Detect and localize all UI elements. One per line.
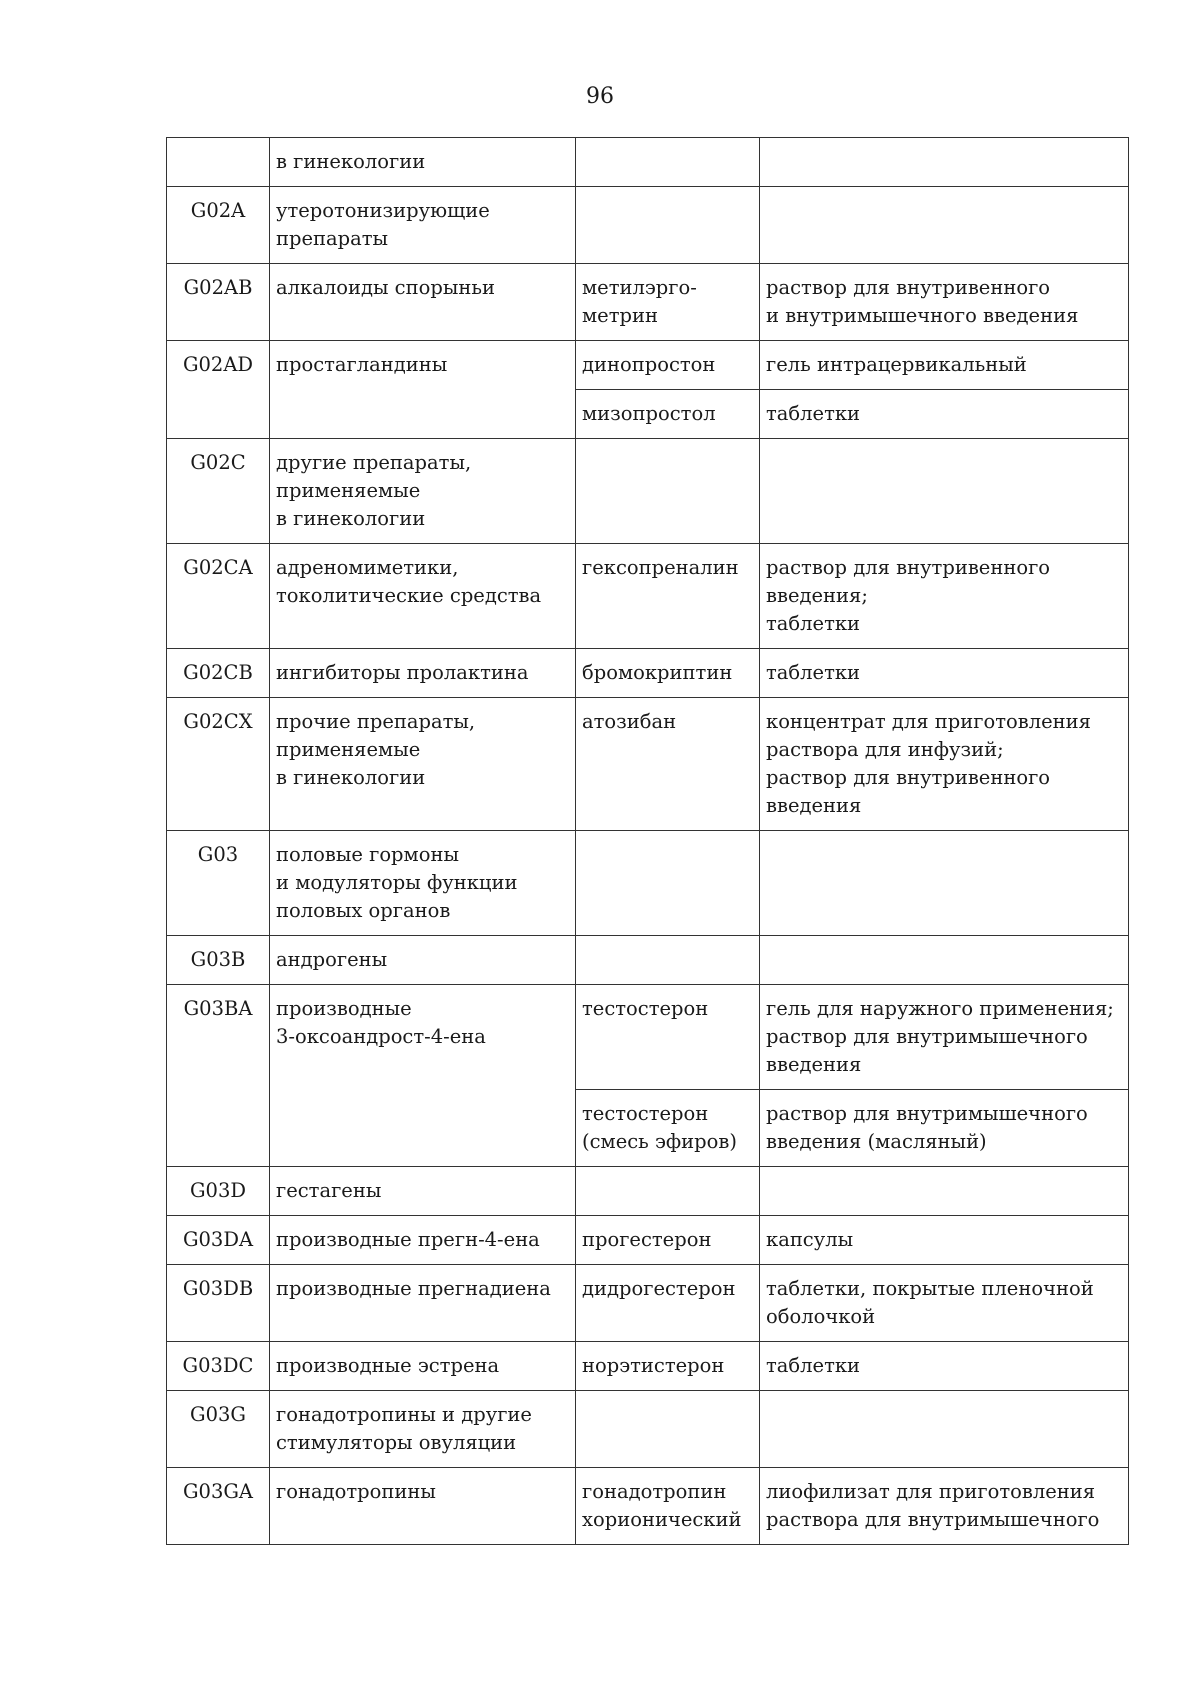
drug-name-cell: атозибан [576,698,760,831]
table-row [167,1391,1129,1468]
atc-code-cell: G02CX [167,698,270,831]
page-number: 96 [586,84,614,109]
atc-code-cell: G03GA [167,1468,270,1545]
drug-name-cell: тестостерон (смесь эфиров) [576,1090,760,1167]
dosage-form-cell [760,1167,1129,1216]
anatomical-group-cell: гонадотропины [270,1468,576,1545]
anatomical-group-cell: половые гормоны и модуляторы функции половых органов [270,831,576,936]
atc-code-cell: G03BA [167,985,270,1167]
atc-code-cell: G02A [167,187,270,264]
table-row [167,936,1129,985]
dosage-form-cell [760,138,1129,187]
table-row [167,1167,1129,1216]
drug-name-cell: гонадотропин хорионический [576,1468,760,1545]
drug-name-cell [576,936,760,985]
dosage-form-cell: раствор для внутривенного введения; таблетки [760,544,1129,649]
dosage-form-cell [760,187,1129,264]
atc-code-cell: G03G [167,1391,270,1468]
anatomical-group-cell: производные прегнадиена [270,1265,576,1342]
atc-code-cell: G02CB [167,649,270,698]
atc-code-cell: G03DA [167,1216,270,1265]
drug-name-cell [576,187,760,264]
dosage-form-cell [760,439,1129,544]
anatomical-group-cell: производные эстрена [270,1342,576,1391]
anatomical-group-cell: гонадотропины и другие стимуляторы овуляции [270,1391,576,1468]
drug-name-cell [576,439,760,544]
drug-name-cell [576,1167,760,1216]
drug-name-cell: дидрогестерон [576,1265,760,1342]
anatomical-group-cell: простагландины [270,341,576,439]
table-row [167,698,1129,831]
anatomical-group-cell: производные прегн-4-ена [270,1216,576,1265]
anatomical-group-cell: в гинекологии [270,138,576,187]
table-row [167,1216,1129,1265]
dosage-form-cell: гель для наружного применения; раствор для внутримышечного введения [760,985,1129,1090]
drug-name-cell [576,831,760,936]
table-row [167,1342,1129,1391]
drug-name-cell: динопростон [576,341,760,390]
table-row [167,649,1129,698]
anatomical-group-cell: утеротонизирующие препараты [270,187,576,264]
table-body [167,138,1129,1545]
anatomical-group-cell: гестагены [270,1167,576,1216]
table-row [167,138,1129,187]
anatomical-group-cell: производные 3-оксоандрост-4-ена [270,985,576,1167]
dosage-form-cell [760,831,1129,936]
atc-code-cell: G03B [167,936,270,985]
drug-name-cell: прогестерон [576,1216,760,1265]
atc-code-cell [167,138,270,187]
anatomical-group-cell: адреномиметики, токолитические средства [270,544,576,649]
atc-code-cell: G02C [167,439,270,544]
drug-name-cell: гексопреналин [576,544,760,649]
anatomical-group-cell: андрогены [270,936,576,985]
dosage-form-cell: лиофилизат для приготовления раствора для внутримышечного [760,1468,1129,1545]
drug-name-cell [576,138,760,187]
dosage-form-cell: гель интрацервикальный [760,341,1129,390]
table-row [167,985,1129,1090]
atc-code-cell: G02AD [167,341,270,439]
dosage-form-cell: таблетки [760,1342,1129,1391]
drug-name-cell: тестостерон [576,985,760,1090]
atc-code-cell: G03DB [167,1265,270,1342]
drug-name-cell: мизопростол [576,390,760,439]
dosage-form-cell: таблетки [760,649,1129,698]
table-row [167,544,1129,649]
atc-code-cell: G02CA [167,544,270,649]
drug-name-cell [576,1391,760,1468]
drug-name-cell: норэтистерон [576,1342,760,1391]
anatomical-group-cell: прочие препараты, применяемые в гинекологии [270,698,576,831]
dosage-form-cell [760,1391,1129,1468]
table-row [167,1468,1129,1545]
dosage-form-cell: раствор для внутримышечного введения (масляный) [760,1090,1129,1167]
atc-code-cell: G03 [167,831,270,936]
table-row [167,187,1129,264]
drug-classification-table [166,137,1129,1545]
table-row [167,1265,1129,1342]
table-row [167,264,1129,341]
dosage-form-cell: таблетки [760,390,1129,439]
drug-name-cell: метилэрго- метрин [576,264,760,341]
table-row [167,831,1129,936]
dosage-form-cell: капсулы [760,1216,1129,1265]
dosage-form-cell: таблетки, покрытые пленочной оболочкой [760,1265,1129,1342]
anatomical-group-cell: ингибиторы пролактина [270,649,576,698]
dosage-form-cell: раствор для внутривенного и внутримышечного введения [760,264,1129,341]
dosage-form-cell: концентрат для приготовления раствора для инфузий; раствор для внутривенного введения [760,698,1129,831]
atc-code-cell: G02AB [167,264,270,341]
table-row [167,439,1129,544]
table-row [167,341,1129,390]
atc-code-cell: G03D [167,1167,270,1216]
anatomical-group-cell: другие препараты, применяемые в гинекологии [270,439,576,544]
drug-name-cell: бромокриптин [576,649,760,698]
dosage-form-cell [760,936,1129,985]
atc-code-cell: G03DC [167,1342,270,1391]
anatomical-group-cell: алкалоиды спорыньи [270,264,576,341]
